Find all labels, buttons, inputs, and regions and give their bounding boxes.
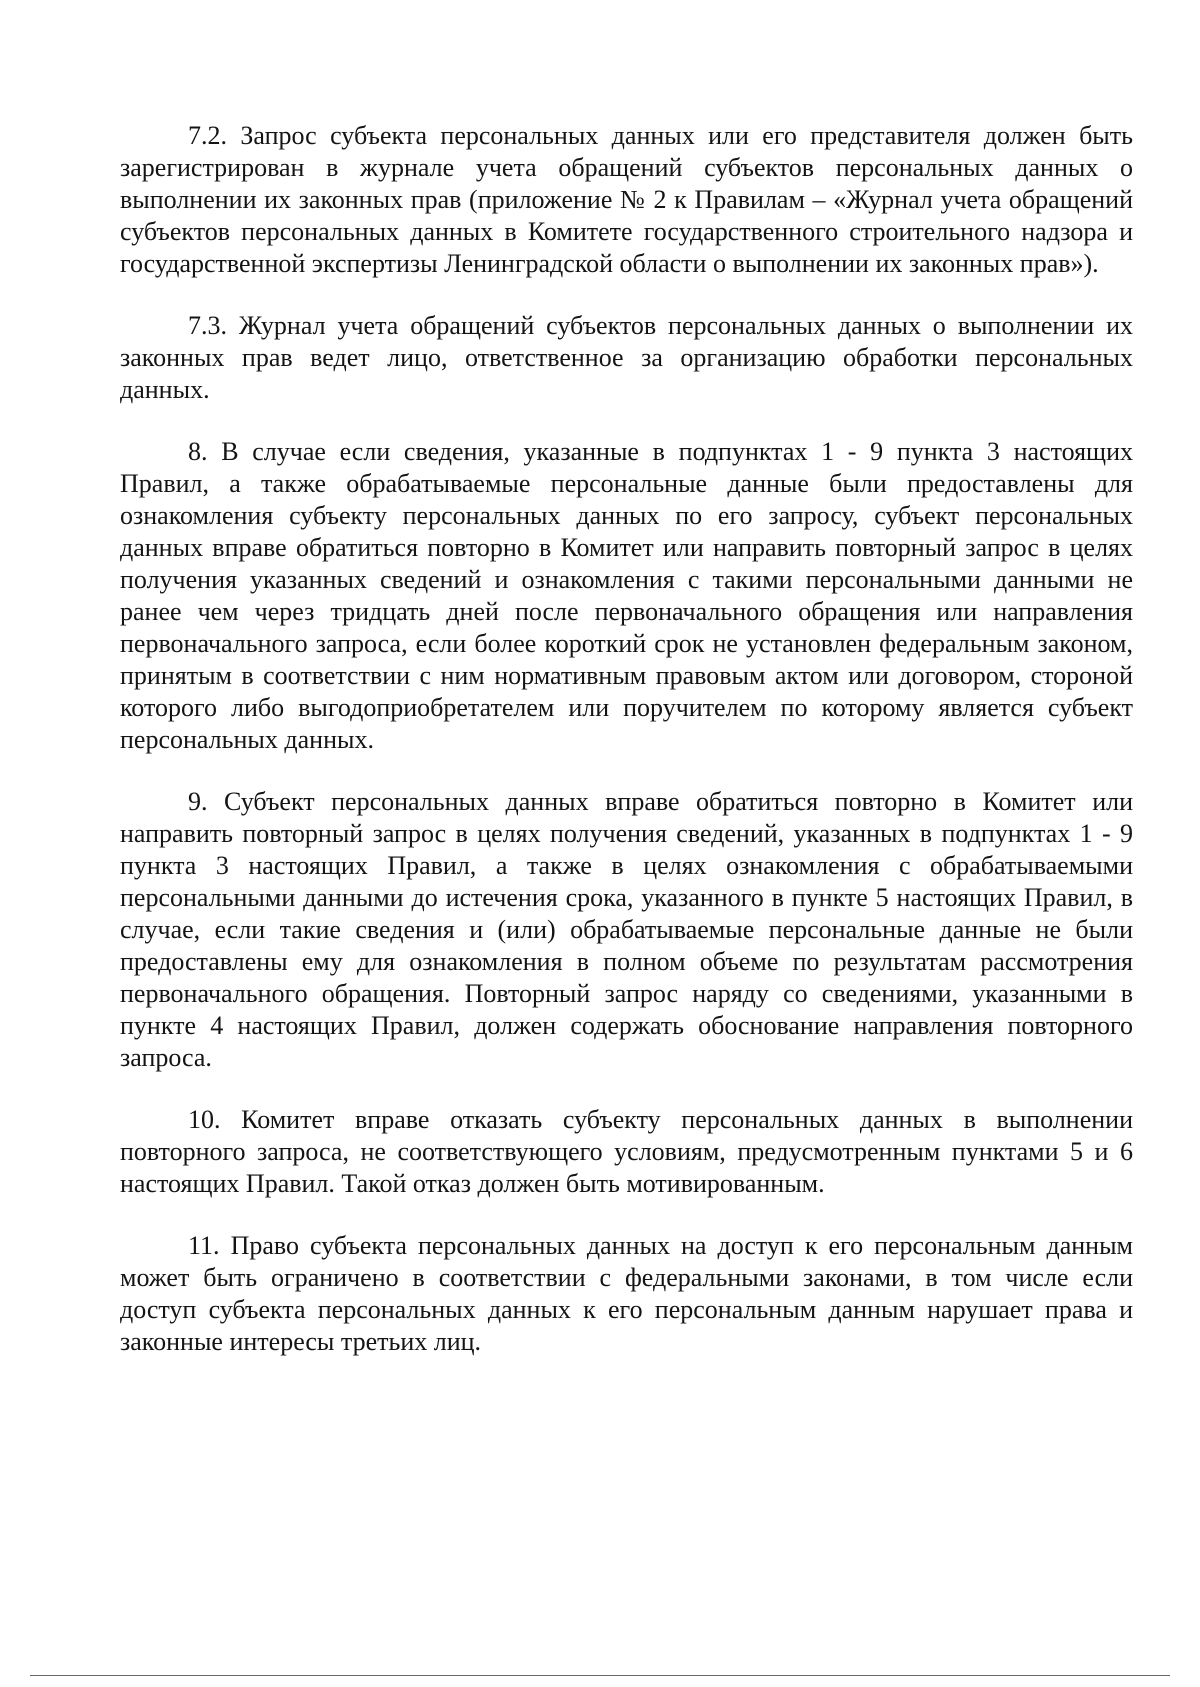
paragraph-11: 11. Право субъекта персональных данных на доступ к его персональным данным может быть ограничено в соответствии с федеральными законами, в том числе если доступ субъекта персональных данных к его персональным данным нарушает права и законные интересы третьих лиц. — [120, 1231, 1133, 1356]
paragraph-9: 9. Субъект персональных данных вправе обратиться повторно в Комитет или направить повторный запрос в целях получения сведений, указанных в подпунктах 1 - 9 пункта 3 настоящих Правил, а также в целях ознакомления с обрабатываемыми персональными данными до истечения срока, указанного в пункте 5 настоящих Правил, в случае, если такие сведения и (или) обрабатываемые персональные данные не были предоставлены ему для ознакомления в полном объеме по результатам рассмотрения первоначального обращения. Повторный запрос наряду со сведениями, указанными в пункте 4 настоящих Правил, должен содержать обоснование направления повторного запроса. — [120, 787, 1133, 1072]
page-bottom-rule — [30, 1675, 1170, 1676]
paragraph-10: 10. Комитет вправе отказать субъекту персональных данных в выполнении повторного запроса, не соответствующего условиям, предусмотренным пунктами 5 и 6 настоящих Правил. Такой отказ должен быть мотивированным. — [120, 1105, 1133, 1198]
document-body — [120, 120, 1133, 1388]
paragraph-7-2: 7.2. Запрос субъекта персональных данных или его представителя должен быть зарегистрирован в журнале учета обращений субъектов персональных данных о выполнении их законных прав (приложение № 2 к Правилам – «Журнал учета обращений субъектов персональных данных в Комитете государственного строительного надзора и государственной экспертизы Ленинградской области о выполнении их законных прав»). — [120, 121, 1133, 278]
paragraph-8: 8. В случае если сведения, указанные в подпунктах 1 - 9 пункта 3 настоящих Правил, а также обрабатываемые персональные данные были предоставлены для ознакомления субъекту персональных данных по его запросу, субъект персональных данных вправе обратиться повторно в Комитет или направить повторный запрос в целях получения указанных сведений и ознакомления с такими персональными данными не ранее чем через тридцать дней после первоначального обращения или направления первоначального запроса, если более короткий срок не установлен федеральным законом, принятым в соответствии с ним нормативным правовым актом или договором, стороной которого либо выгодоприобретателем или поручителем по которому является субъект персональных данных. — [120, 437, 1133, 754]
paragraph-7-3: 7.3. Журнал учета обращений субъектов персональных данных о выполнении их законных прав ведет лицо, ответственное за организацию обработки персональных данных. — [120, 311, 1133, 404]
